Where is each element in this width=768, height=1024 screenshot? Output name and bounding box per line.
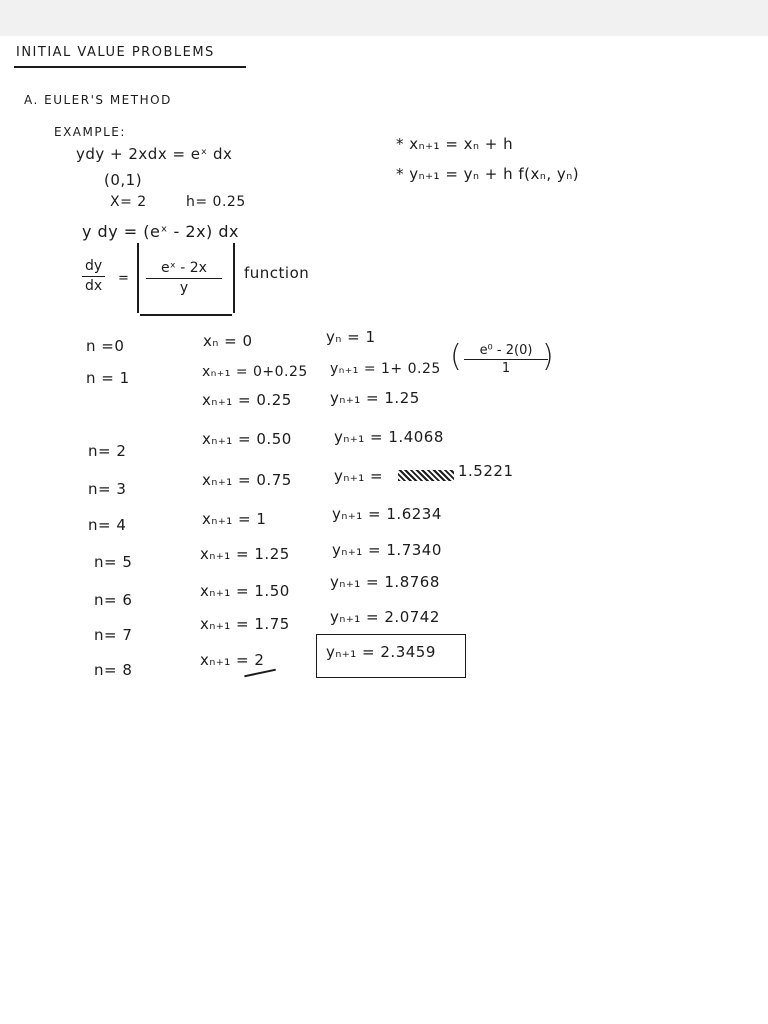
row-3-n: n= 2 [88, 442, 127, 460]
row-9-x: xₙ₊₁ = 2 [200, 651, 265, 669]
row-1-y: yₙ₊₁ = 1+ 0.25 [330, 361, 441, 377]
differential-equation: ydy + 2xdx = eˣ dx [76, 145, 233, 163]
row-5-x: xₙ₊₁ = 1 [202, 510, 267, 528]
page-title: INITIAL VALUE PROBLEMS [16, 45, 215, 60]
equals-sign: = [118, 271, 130, 286]
substitution-denominator: 1 [464, 359, 548, 377]
title-underline [14, 66, 246, 68]
row-9-y: yₙ₊₁ = 2.3459 [326, 643, 436, 661]
row-2-x: xₙ₊₁ = 0.25 [202, 391, 292, 409]
function-fraction [146, 260, 222, 297]
row-4-x: xₙ₊₁ = 0.75 [202, 471, 292, 489]
row-3-x: xₙ₊₁ = 0.50 [202, 430, 292, 448]
formula-x: * xₙ₊₁ = xₙ + h [396, 135, 514, 153]
derivative-fraction [82, 258, 105, 295]
row-0-n: n =0 [86, 337, 125, 355]
row-7-n: n= 6 [94, 591, 133, 609]
row-5-y: yₙ₊₁ = 1.6234 [332, 505, 442, 523]
initial-point: (0,1) [104, 171, 143, 189]
scribbled-out-value [398, 470, 454, 481]
section-heading: A. EULER'S METHOD [24, 93, 172, 107]
row-4-y-value: 1.5221 [458, 462, 514, 480]
final-x-underline [244, 669, 276, 677]
row-2-y: yₙ₊₁ = 1.25 [330, 389, 420, 407]
row-1-x: xₙ₊₁ = 0+0.25 [202, 364, 308, 380]
row-6-n: n= 5 [94, 553, 133, 571]
function-box-underline [140, 314, 232, 316]
row-8-x: xₙ₊₁ = 1.75 [200, 615, 290, 633]
row-6-x: xₙ₊₁ = 1.25 [200, 545, 290, 563]
row-8-y: yₙ₊₁ = 2.0742 [330, 608, 440, 626]
row-0-x: xₙ = 0 [203, 332, 253, 350]
substitution-numerator: e⁰ - 2(0) [479, 343, 533, 358]
step-size: h= 0.25 [186, 194, 246, 210]
formula-y: * yₙ₊₁ = yₙ + h f(xₙ, yₙ) [396, 165, 580, 183]
function-label: function [244, 264, 310, 282]
example-label: EXAMPLE: [54, 125, 126, 139]
function-numerator: eˣ - 2x [161, 260, 207, 276]
row-7-y: yₙ₊₁ = 1.8768 [330, 573, 440, 591]
rearranged-equation: y dy = (eˣ - 2x) dx [82, 222, 239, 241]
page-top-edge [0, 0, 768, 36]
derivative-numerator: dy [85, 258, 103, 274]
x-target: X= 2 [110, 194, 147, 210]
row-1-n: n = 1 [86, 369, 130, 387]
substitution-fraction [464, 343, 548, 378]
function-denominator: y [146, 278, 222, 298]
row-8-n: n= 7 [94, 626, 133, 644]
row-4-y: yₙ₊₁ = [334, 467, 384, 485]
row-6-y: yₙ₊₁ = 1.7340 [332, 541, 442, 559]
row-5-n: n= 4 [88, 516, 127, 534]
derivative-denominator: dx [82, 276, 105, 296]
row-7-x: xₙ₊₁ = 1.50 [200, 582, 290, 600]
row-3-y: yₙ₊₁ = 1.4068 [334, 428, 444, 446]
row-4-n: n= 3 [88, 480, 127, 498]
row-0-y: yₙ = 1 [326, 328, 376, 346]
row-9-n: n= 8 [94, 661, 133, 679]
